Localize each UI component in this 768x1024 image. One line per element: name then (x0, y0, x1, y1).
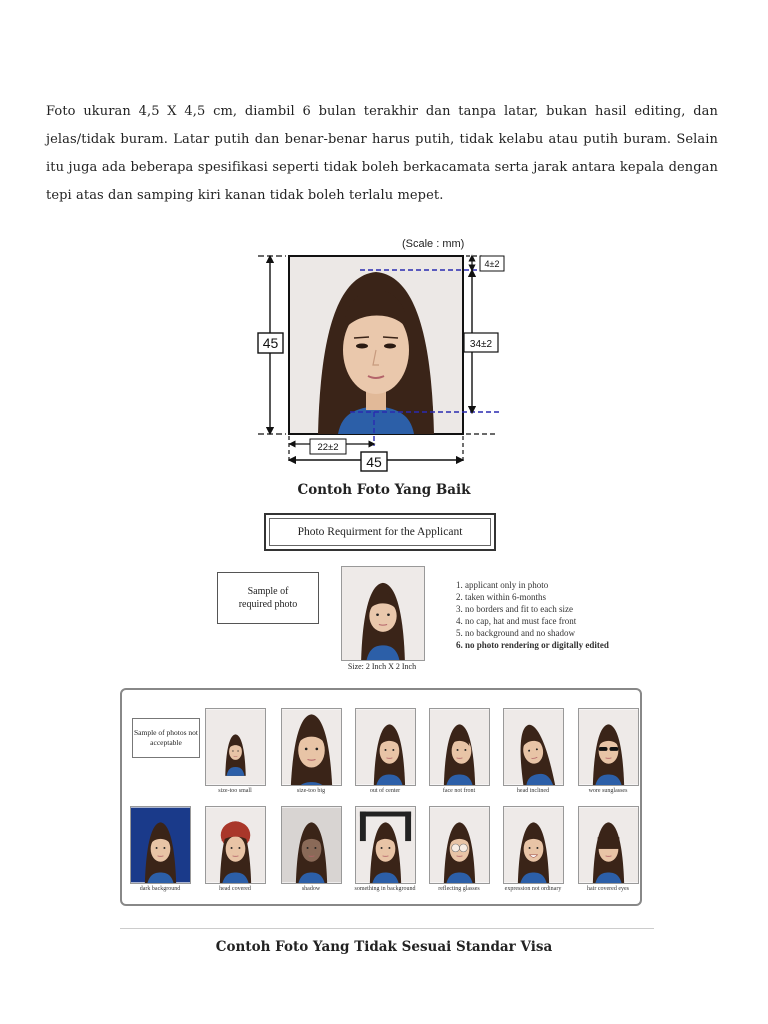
unacceptable-thumbnail-label: size-too big (296, 788, 326, 794)
unacceptable-thumbnail (503, 708, 564, 786)
sample-size-label: Size: 2 Inch X 2 Inch (347, 662, 417, 671)
side-margin-label: 22±2 (317, 442, 339, 453)
unacceptable-thumbnail-label: out of center (369, 788, 401, 794)
requirement-item: 5. no background and no shadow (456, 628, 575, 638)
requirement-item: 4. no cap, hat and must face front (456, 616, 577, 626)
intro-paragraph: Foto ukuran 4,5 X 4,5 cm, diambil 6 bulan terakhir dan tanpa latar, bukan hasil editing, dan jelas/tidak buram. Latar putih dan benar-benar harus putih, tidak kelabu atau putih buram. Selain itu juga ada beberapa spesifikasi seperti tidak boleh berkacamata serta jarak antara kepala dengan tepi atas dan samping kiri kanan tidak boleh terlalu mepet. (46, 104, 718, 203)
unacceptable-thumbnail-label: dark background (139, 886, 181, 892)
unacceptable-thumbnail-label: head inclined (516, 788, 550, 794)
unacceptable-thumbnail-label: head covered (219, 886, 251, 892)
unacceptable-thumbnail (429, 806, 490, 884)
scale-label: (Scale : mm) (402, 238, 465, 250)
divider (120, 928, 654, 929)
requirement-item: 6. no photo rendering or digitally edited (456, 640, 609, 650)
height-label: 45 (262, 335, 279, 351)
unacceptable-thumbnail-label: wore sunglasses (588, 788, 628, 794)
unacceptable-thumbnail-label: hair covered eyes (587, 886, 629, 892)
unacceptable-thumbnail (355, 708, 416, 786)
unacceptable-thumbnail (281, 708, 342, 786)
unacceptable-thumbnail-label: expression not ordinary (504, 886, 562, 892)
width-label: 45 (366, 454, 382, 470)
caption-good-photo: Contoh Foto Yang Baik (297, 482, 471, 498)
sample-required-label-box (217, 572, 319, 624)
unacceptable-thumbnail-label: size-too small (218, 788, 252, 794)
unacceptable-label-box (132, 718, 200, 758)
requirement-list (456, 579, 609, 651)
caption-bad-photo: Contoh Foto Yang Tidak Sesuai Standar Visa (215, 939, 553, 955)
unacceptable-thumbnail-label: shadow (301, 886, 321, 892)
face-height-label: 34±2 (469, 339, 493, 350)
requirement-item: 2. taken within 6-months (456, 592, 546, 602)
unacceptable-thumbnail (205, 708, 266, 786)
unacceptable-thumbnail (355, 806, 416, 884)
unacceptable-thumbnail (130, 806, 191, 884)
unacceptable-thumbnail (578, 806, 639, 884)
requirement-title-box (264, 513, 496, 551)
required-sample-photo (341, 566, 425, 661)
unacceptable-thumbnail (205, 806, 266, 884)
requirement-item: 3. no borders and fit to each size (456, 604, 573, 614)
requirement-title: Photo Requirment for the Applicant (269, 518, 491, 546)
unacceptable-label: Sample of photos not acceptable (134, 728, 198, 747)
photo-dimension-diagram (250, 232, 510, 472)
requirement-item: 1. applicant only in photo (456, 580, 549, 590)
unacceptable-thumbnail (578, 708, 639, 786)
top-margin-label: 4±2 (484, 259, 500, 269)
unacceptable-thumbnail (503, 806, 564, 884)
sample-face-icon (342, 567, 424, 660)
sample-required-label: Sample of required photo (238, 586, 298, 610)
unacceptable-thumbnail (281, 806, 342, 884)
unacceptable-thumbnail-label: something in background (354, 886, 416, 892)
unacceptable-thumbnail-label: reflecting glasses (438, 886, 480, 892)
unacceptable-thumbnail-label: face not front (442, 788, 476, 794)
unacceptable-thumbnail (429, 708, 490, 786)
